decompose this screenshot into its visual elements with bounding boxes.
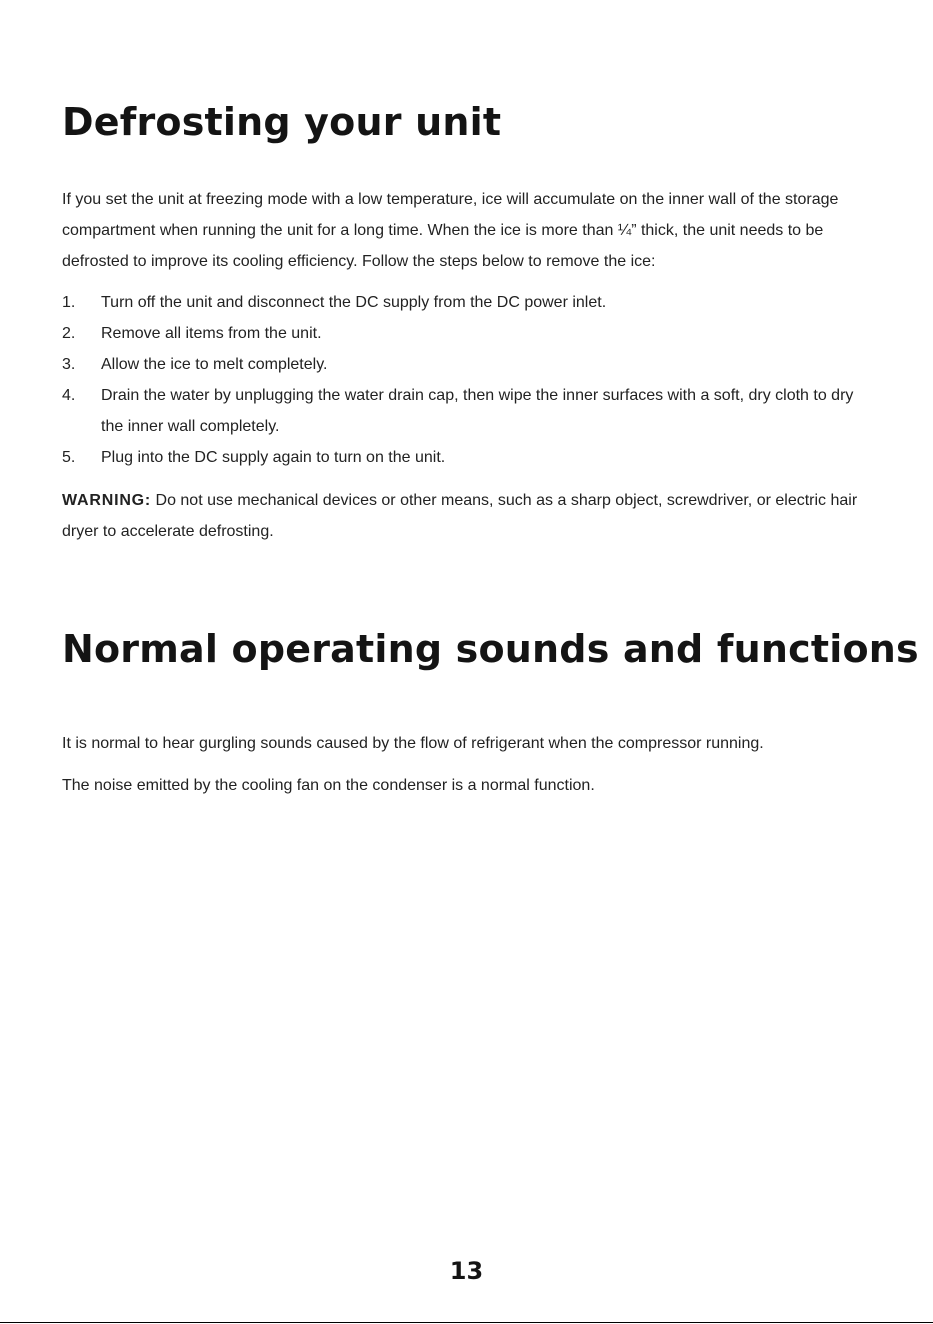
defrost-steps-list <box>62 287 880 473</box>
bottom-divider <box>0 1322 933 1323</box>
warning-paragraph <box>62 485 880 547</box>
list-item <box>62 318 880 349</box>
step-text: Allow the ice to melt completely. <box>101 356 328 373</box>
sounds-paragraph-fan: The noise emitted by the cooling fan on the condenser is a normal function. <box>62 777 595 794</box>
list-item <box>62 287 880 318</box>
step-number: 2. <box>62 325 76 342</box>
step-number: 3. <box>62 356 76 373</box>
section-title-defrosting: Defrosting your unit <box>62 100 502 144</box>
step-text: Drain the water by unplugging the water drain cap, then wipe the inner surfaces with a soft, dry cloth to dry the inner wall completely. <box>101 387 854 435</box>
defrost-intro-paragraph: If you set the unit at freezing mode with a low temperature, ice will accumulate on the inner wall of the storage compartment when running the unit for a long time. When the ice is more than ¼” thick, the unit needs to be defrosted to improve its cooling efficiency. Follow the steps below to remove the ice: <box>62 191 839 270</box>
sounds-paragraph-gurgling: It is normal to hear gurgling sounds caused by the flow of refrigerant when the compressor running. <box>62 735 764 752</box>
list-item <box>62 349 880 380</box>
warning-label: WARNING: <box>62 492 152 509</box>
section-title-normal-sounds: Normal operating sounds and functions <box>62 627 919 671</box>
list-item <box>62 442 880 473</box>
step-number: 5. <box>62 449 76 466</box>
step-number: 4. <box>62 387 76 404</box>
page-number: 13 <box>449 1257 484 1285</box>
list-item <box>62 380 880 442</box>
warning-text: Do not use mechanical devices or other means, such as a sharp object, screwdriver, or electric hair dryer to accelerate defrosting. <box>62 492 858 540</box>
step-text: Remove all items from the unit. <box>101 325 322 342</box>
step-number: 1. <box>62 294 76 311</box>
step-text: Turn off the unit and disconnect the DC supply from the DC power inlet. <box>101 294 607 311</box>
step-text: Plug into the DC supply again to turn on the unit. <box>101 449 446 466</box>
